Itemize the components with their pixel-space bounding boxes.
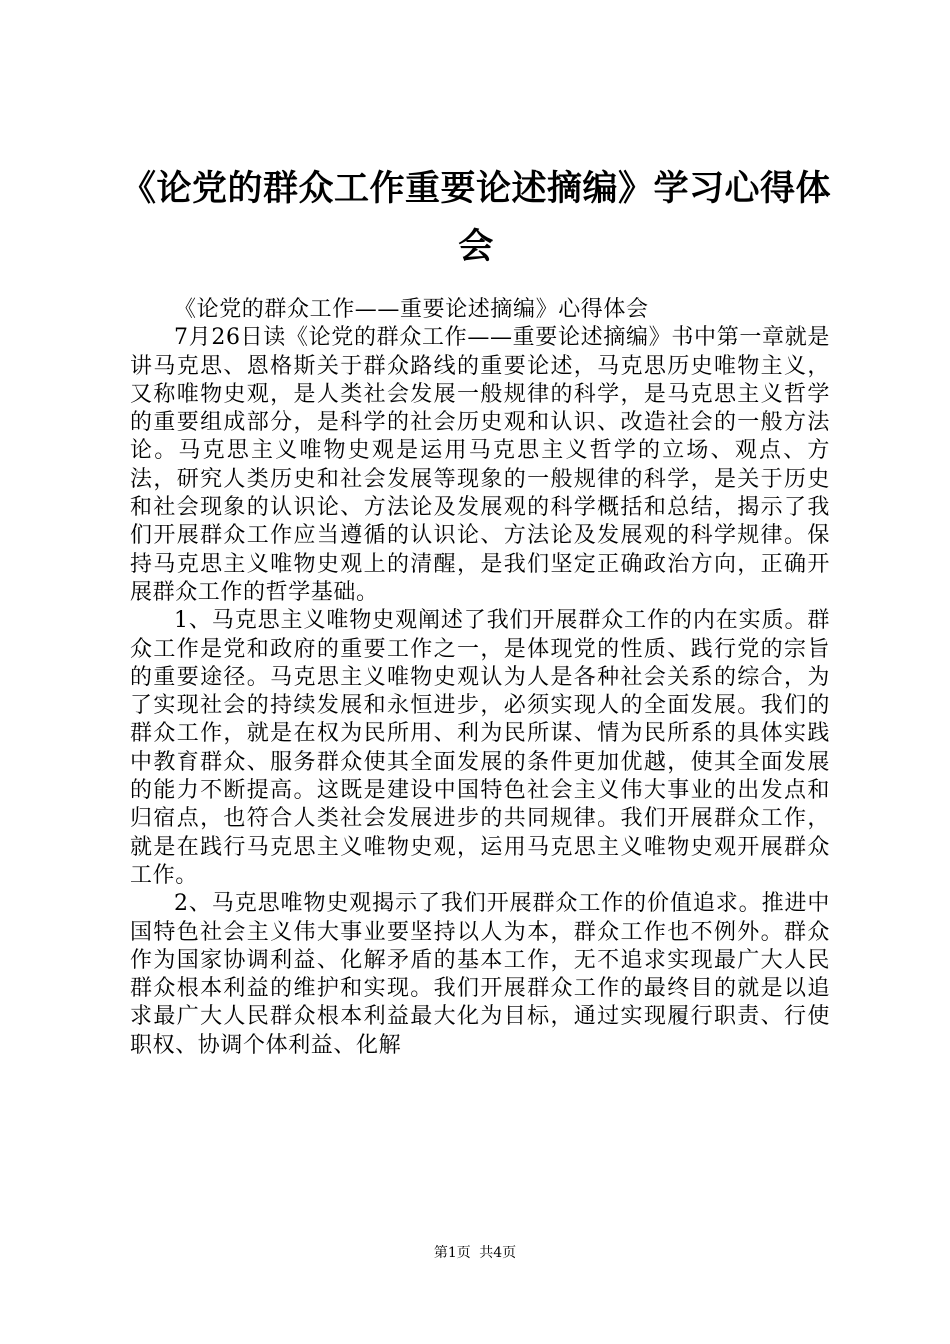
- page-total: 共4页: [479, 1245, 517, 1261]
- document-body: [130, 296, 830, 1060]
- paragraph-intro: 7月26日读《论党的群众工作——重要论述摘编》书中第一章就是讲马克思、恩格斯关于群众路线的重要论述，马克思历史唯物主义，又称唯物史观，是人类社会发展一般规律的科学，是马克思主义哲学的重要组成部分，是科学的社会历史观和认识、改造社会的一般方法论。马克思主义唯物史观是运用马克思主义哲学的立场、观点、方法，研究人类历史和社会发展等现象的一般规律的科学，是关于历史和社会现象的认识论、方法论及发展观的科学概括和总结，揭示了我们开展群众工作应当遵循的认识论、方法论及发展观的科学规律。保持马克思主义唯物史观上的清醒，是我们坚定正确政治方向，正确开展群众工作的哲学基础。: [130, 325, 830, 605]
- document-subtitle: 《论党的群众工作——重要论述摘编》心得体会: [174, 297, 649, 322]
- paragraph-point-2: 2、马克思唯物史观揭示了我们开展群众工作的价值追求。推进中国特色社会主义伟大事业要坚持以人为本，群众工作也不例外。群众作为国家协调利益、化解矛盾的基本工作，无不追求实现最广大人民群众根本利益的维护和实现。我们开展群众工作的最终目的就是以追求最广大人民群众根本利益最大化为目标，通过实现履行职责、行使职权、协调个体利益、化解: [130, 891, 830, 1058]
- paragraph-point-1: 1、马克思主义唯物史观阐述了我们开展群众工作的内在实质。群众工作是党和政府的重要工作之一，是体现党的性质、践行党的宗旨的重要途径。马克思主义唯物史观认为人是各种社会关系的综合，为了实现社会的持续发展和永恒进步，必须实现人的全面发展。我们的群众工作，就是在权为民所用、利为民所谋、情为民所系的具体实践中教育群众、服务群众使其全面发展的条件更加优越，使其全面发展的能力不断提高。这既是建设中国特色社会主义伟大事业的出发点和归宿点，也符合人类社会发展进步的共同规律。我们开展群众工作，就是在践行马克思主义唯物史观，运用马克思主义唯物史观开展群众工作。: [130, 608, 830, 888]
- document-title: 《论党的群众工作重要论述摘编》学习心得体会: [120, 168, 831, 267]
- page-number: 第1页: [433, 1245, 471, 1261]
- page-footer: [0, 1244, 950, 1262]
